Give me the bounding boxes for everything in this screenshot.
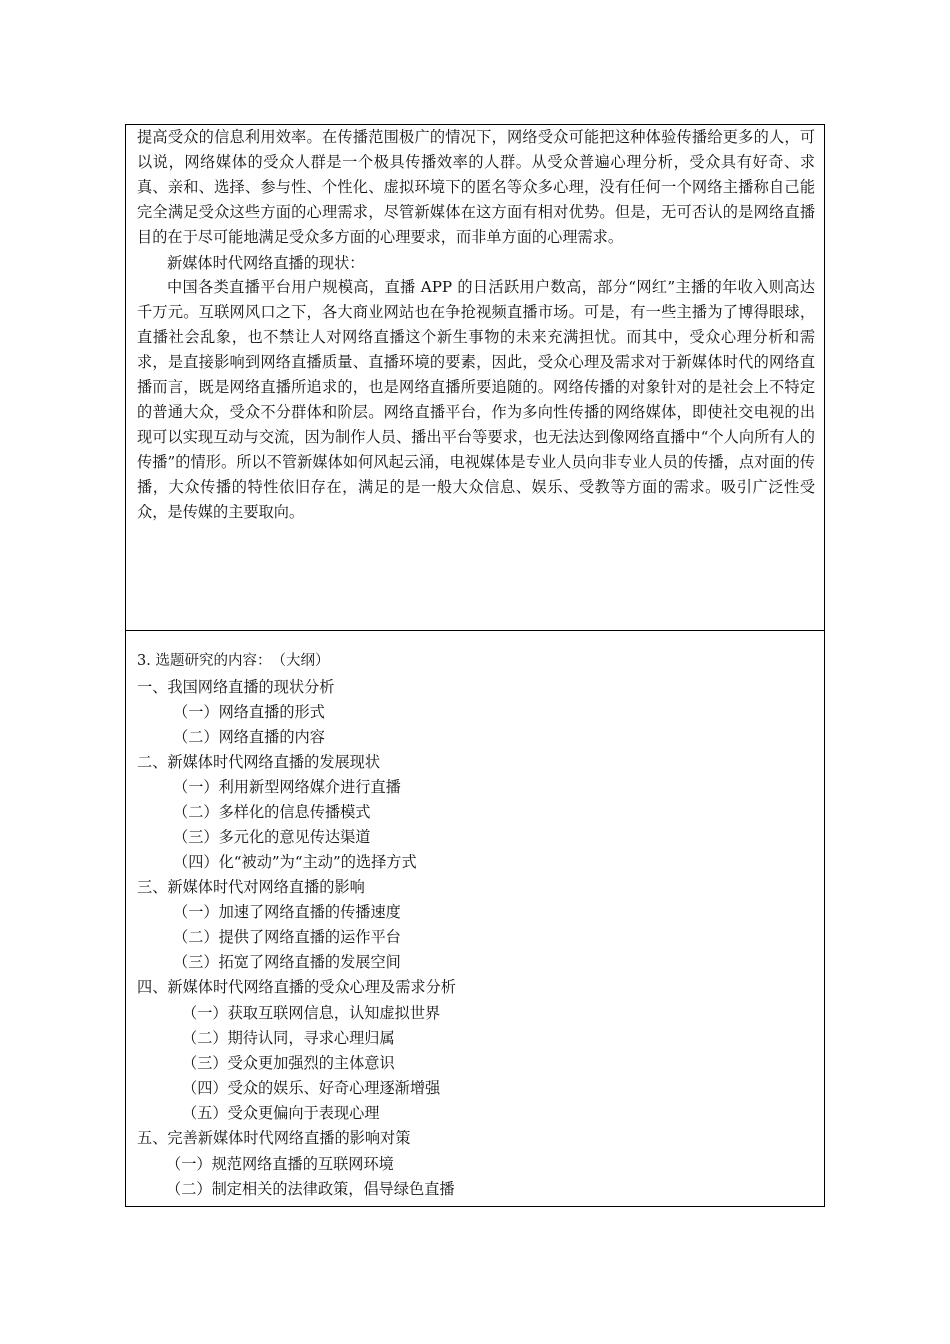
outline-chapter: 五、完善新媒体时代网络直播的影响对策 bbox=[137, 1129, 411, 1147]
section-heading: 新媒体时代网络直播的现状： bbox=[167, 254, 365, 272]
outline-cell bbox=[126, 631, 824, 1208]
outline-subitem: （二）制定相关的法律政策，倡导绿色直播 bbox=[166, 1180, 455, 1198]
outline-subitem: （三）拓宽了网络直播的发展空间 bbox=[173, 953, 401, 971]
outline-subitem: （三）多元化的意见传达渠道 bbox=[173, 828, 371, 846]
outline-chapter: 一、我国网络直播的现状分析 bbox=[137, 678, 335, 696]
background-cell bbox=[126, 125, 824, 631]
outline-subitem: （五）受众更偏向于表现心理 bbox=[182, 1104, 380, 1122]
outline-subitem: （一）加速了网络直播的传播速度 bbox=[173, 903, 401, 921]
outline-subitem: （二）网络直播的内容 bbox=[173, 728, 325, 746]
outline-chapter: 四、新媒体时代网络直播的受众心理及需求分析 bbox=[137, 978, 456, 996]
outline-subitem: （一）利用新型网络媒介进行直播 bbox=[173, 778, 401, 796]
outline-subitem: （二）提供了网络直播的运作平台 bbox=[173, 928, 401, 946]
outline-subitem: （二）多样化的信息传播模式 bbox=[173, 803, 371, 821]
outline-chapter: 三、新媒体时代对网络直播的影响 bbox=[137, 878, 365, 896]
body-paragraph: 提高受众的信息利用效率。在传播范围极广的情况下，网络受众可能把这种体验传播给更多的人，可以说，网络媒体的受众人群是一个极具传播效率的人群。从受众普遍心理分析，受众具有好奇、求真、亲和、选择、参与性、个性化、虚拟环境下的匿名等众多心理，没有任何一个网络主播称自己能完全满足受众这些方面的心理需求，尽管新媒体在这方面有相对优势。但是，无可否认的是网络直播目的在于尽可能地满足受众多方面的心理要求，而非单方面的心理需求。 bbox=[137, 128, 815, 246]
outline-subitem: （四）化“被动”为“主动”的选择方式 bbox=[173, 853, 417, 871]
outline-subitem: （二）期待认同，寻求心理归属 bbox=[182, 1029, 395, 1047]
outline-chapter: 二、新媒体时代网络直播的发展现状 bbox=[137, 753, 380, 771]
outline-subitem: （三）受众更加强烈的主体意识 bbox=[182, 1054, 395, 1072]
outline-subitem: （一）获取互联网信息，认知虚拟世界 bbox=[182, 1004, 441, 1022]
outline-subitem: （一）规范网络直播的互联网环境 bbox=[166, 1155, 394, 1173]
document-table bbox=[125, 124, 825, 1207]
body-paragraph: 中国各类直播平台用户规模高，直播 APP 的日活跃用户数高，部分“网红”主播的年收入则高达千万元。互联网风口之下，各大商业网站也在争抢视频直播市场。可是，有一些主播为了博得眼球，直播社会乱象，也不禁让人对网络直播这个新生事物的未来充满担忧。而其中，受众心理分析和需求，是直接影响到网络直播质量、直播环境的要素，因此，受众心理及需求对于新媒体时代的网络直播而言，既是网络直播所追求的，也是网络直播所要追随的。网络传播的对象针对的是社会上不特定的普通大众，受众不分群体和阶层。网络直播平台，作为多向性传播的网络媒体，即使社交电视的出现可以实现互动与交流，因为制作人员、播出平台等要求，也无法达到像网络直播中“个人向所有人的传播”的情形。所以不管新媒体如何风起云涌，电视媒体是专业人员向非专业人员的传播，点对面的传播，大众传播的特性依旧存在，满足的是一般大众信息、娱乐、受教等方面的需求。吸引广泛性受众，是传媒的主要取向。 bbox=[137, 278, 815, 521]
outline-subitem: （四）受众的娱乐、好奇心理逐渐增强 bbox=[182, 1079, 441, 1097]
outline-subitem: （一）网络直播的形式 bbox=[173, 703, 325, 721]
outline-title: 3. 选题研究的内容： （大纲） bbox=[137, 653, 330, 669]
